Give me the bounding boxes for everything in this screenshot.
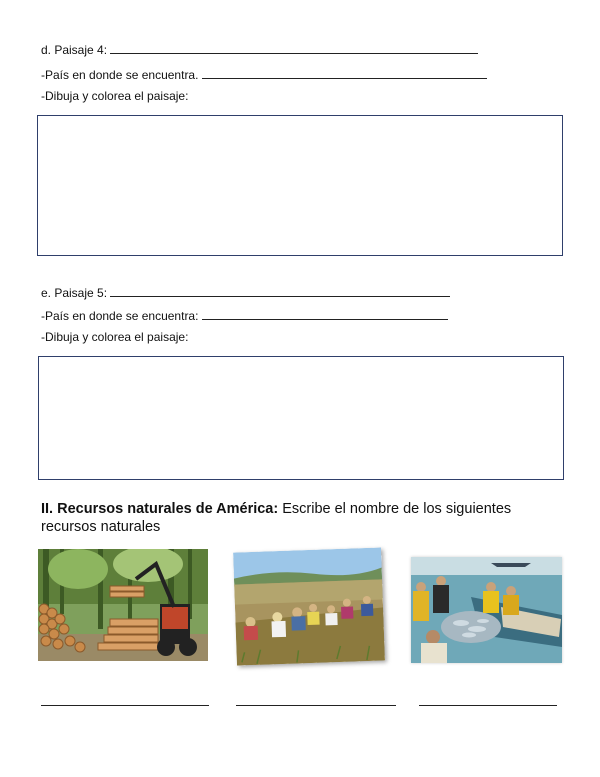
- paisaje4-title: d. Paisaje 4:: [41, 43, 108, 57]
- paisaje5-country-line: [41, 308, 448, 323]
- paisaje4-name-line: [41, 42, 478, 57]
- paisaje5-draw-label: -Dibuja y colorea el paisaje:: [41, 330, 189, 344]
- paisaje5-country-label: -País en donde se encuentra:: [41, 309, 199, 323]
- paisaje5-name-field[interactable]: [110, 285, 450, 297]
- answer-line-1[interactable]: [41, 705, 209, 706]
- paisaje5-drawing-box[interactable]: [38, 356, 564, 480]
- paisaje5-name-line: [41, 285, 450, 300]
- paisaje4-country-label: -País en donde se encuentra.: [41, 68, 199, 82]
- section-title: II. Recursos naturales de América:: [41, 501, 279, 517]
- paisaje4-draw-label: -Dibuja y colorea el paisaje:: [41, 89, 189, 103]
- paisaje4-name-field[interactable]: [110, 42, 478, 54]
- answer-line-2[interactable]: [236, 705, 396, 706]
- section-heading: [41, 500, 561, 536]
- paisaje4-country-line: [41, 67, 487, 82]
- paisaje4-drawing-box[interactable]: [37, 115, 563, 256]
- paisaje5-country-field[interactable]: [202, 308, 448, 320]
- fishing-photo: [411, 557, 562, 663]
- paisaje5-title: e. Paisaje 5:: [41, 286, 108, 300]
- forestry-photo: [38, 549, 208, 661]
- section-instruction: Escribe el nombre de los siguientes recursos naturales: [41, 501, 512, 535]
- agriculture-photo: [233, 547, 385, 665]
- paisaje4-country-field[interactable]: [202, 67, 487, 79]
- answer-line-3[interactable]: [419, 705, 557, 706]
